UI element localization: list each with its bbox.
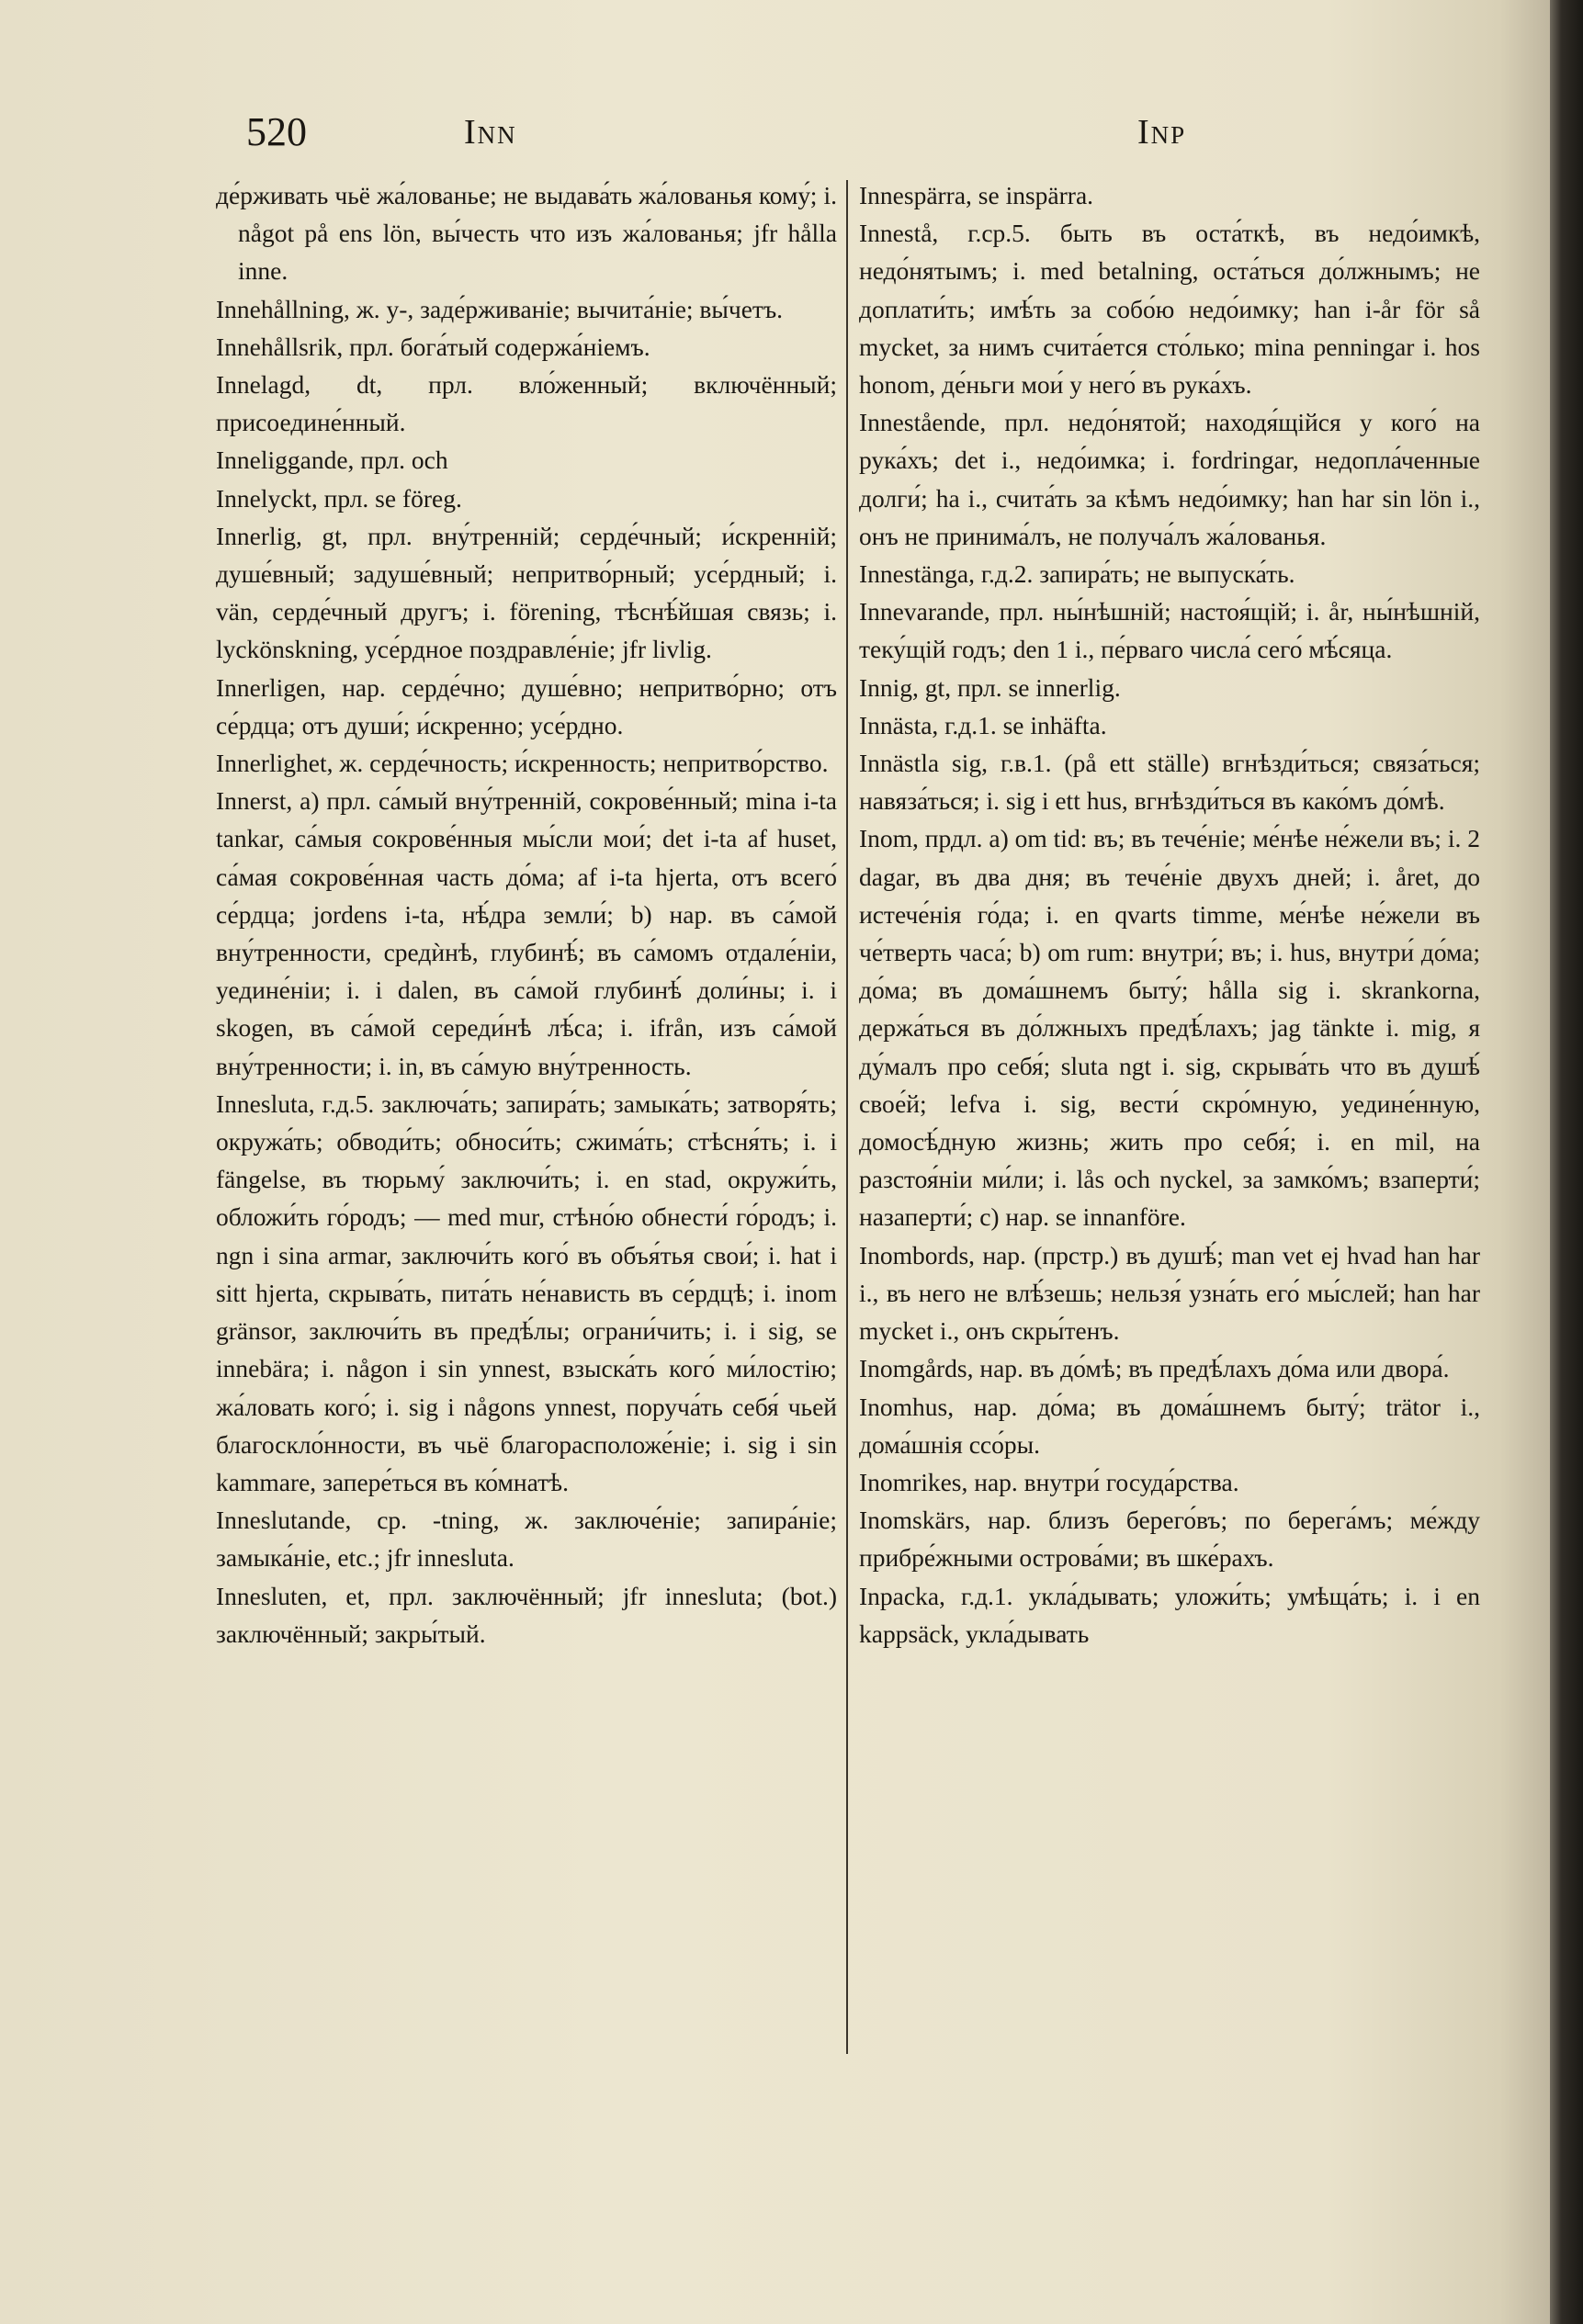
dictionary-entry: Innesluta, г.д.5. заключа́ть; запира́ть; замыка́ть; затворя́ть; окружа́ть; обводи́ть; обноси́ть; сжима́ть; стѣсня́ть; i. i fängelse, въ тюрьму́ заключи́ть; i. en stad, окружи́ть, обложи́ть го́родъ; — med mur, стѣно́ю обнести́ го́родъ; i. ngn i sina armar, заключи́ть кого́ въ объя́тья свои́; i. hat i sitt hjerta, скрыва́ть, пита́ть не́нависть въ се́рдцѣ; i. inom gränsor, заключи́ть въ предѣ́лы; ограни́чить; i. i sig, se innebära; i. någon i sin ynnest, взыска́ть кого́ ми́лостію; жа́ловать кого́; i. sig i någons ynnest, поруча́ть себя́ чьей благоскло́нности, въ чьё благорасположе́ніе; i. sig i sin kammare, запере́ться въ ко́мнатѣ.	[216, 1089, 837, 1496]
dictionary-entry: Innestående, прл. недо́нятой; находя́щійся у кого́ на рука́хъ; det i., недо́имка; i. fordringar, недопла́ченные долги́; ha i., счита́ть за кѣмъ недо́имку; han har sin lön i., онъ не принима́лъ, не получа́лъ жа́лованья.	[859, 408, 1480, 550]
page-header	[0, 108, 1562, 164]
dictionary-entry: Innestå, г.ср.5. быть въ оста́ткѣ, въ недо́имкѣ, недо́нятымъ; i. med betalning, оста́ться до́лжнымъ; не доплати́ть; имѣ́ть за собо́ю недо́имку; han i-år för så mycket, за нимъ счита́ется сто́лько; mina penningar i. hos honom, де́ньги мои́ у него́ въ рука́хъ.	[859, 219, 1480, 400]
dictionary-entry: Innerligen, нар. серде́чно; душе́вно; непритво́рно; отъ се́рдца; отъ души́; и́скренно; усе́рдно.	[216, 672, 837, 739]
dictionary-entry: Inneliggande, прл. och	[216, 446, 448, 475]
dictionary-entry: Inom, прдл. a) om tid: въ; въ тече́ніе; ме́нѣе не́жели въ; i. 2 dagar, въ два дня; въ тече́ніе двухъ дней; i. året, до истече́нія го́да; i. en qvarts timme, ме́нѣе не́жели въ че́тверть часа́; b) om rum: внутри́; въ; i. hus, внутри́ до́ма; до́ма; въ дома́шнемъ быту́; hålla sig i. skrankorna, держа́ться въ до́лжныхъ предѣ́лахъ; jag tänkte i. mig, я ду́малъ про себя́; sluta ngt i. sig, скрыва́ть что въ душѣ́ свое́й; lefva i. sig, вести́ скро́мную, уедине́нную, домосѣ́дную жизнь; жить про себя́; i. en mil, на разстоя́ніи ми́ли; i. lås och nyckel, за замко́мъ; взаперти́; назаперти́; c) нар. se innanföre.	[859, 824, 1480, 1232]
running-head-left: Inn	[464, 113, 517, 152]
column-divider	[846, 180, 848, 2054]
dictionary-entry: де́рживать чьё жа́лованье; не выдава́ть жа́лованья кому́; i. något på ens lön, вы́честь что изъ жа́лованья; jfr hålla inne.	[216, 181, 837, 286]
dictionary-entry: Inomhus, нар. до́ма; въ дома́шнемъ быту́; trätor i., дома́шнія ссо́ры.	[859, 1392, 1480, 1459]
page-number: 520	[246, 109, 307, 154]
book-spine-shadow	[1550, 0, 1583, 2324]
dictionary-entry: Innerlig, gt, прл. вну́тренній; серде́чный; и́скренній; душе́вный; задуше́вный; непритво́рный; усе́рдный; i. vän, серде́чный другъ; i. förening, тѣснѣ́йшая связь; i. lyckönskning, усе́рдное поздравле́ніе; jfr livlig.	[216, 521, 837, 664]
left-column	[216, 176, 837, 1653]
dictionary-entry: Innerst, a) прл. са́мый вну́тренній, сокрове́нный; mina i-ta tankar, са́мыя сокрове́нныя мы́сли мои́; det i-ta af huset, са́мая сокрове́нная часть до́ма; af i-ta hjerta, отъ всего́ се́рдца; jordens i-ta, нѣ́дра земли́; b) нар. въ са́мой вну́тренности, средѝнѣ, глубинѣ́; въ са́момъ отдале́ніи, уедине́ніи; i. i dalen, въ са́мой глубинѣ́ доли́ны; i. i skogen, въ са́мой середи́нѣ лѣ́са; i. ifrån, изъ са́мой вну́тренности; i. in, въ са́мую вну́тренность.	[216, 786, 837, 1080]
dictionary-entry: Innelagd, dt, прл. вло́женный; включённый; присоедине́нный.	[216, 370, 837, 437]
dictionary-entry: Innerlighet, ж. серде́чность; и́скренность; непритво́рство.	[216, 749, 829, 778]
dictionary-entry: Innesluten, et, прл. заключённый; jfr innesluta; (bot.) заключённый; закры́тый.	[216, 1581, 837, 1648]
dictionary-entry: Innehållsrik, прл. бога́тый содержа́ніемъ.	[216, 332, 650, 361]
running-head-right: Inp	[1137, 113, 1187, 152]
dictionary-entry: Inomrikes, нар. внутри́ госуда́рства.	[859, 1467, 1239, 1496]
dictionary-entry: Innestänga, г.д.2. запира́ть; не выпуска́ть.	[859, 559, 1295, 589]
dictionary-entry: Innästla sig, г.в.1. (på ett ställe) вгнѣзди́ться; связа́ться; навяза́ться; i. sig i ett hus, вгнѣзди́ться въ како́мъ до́мѣ.	[859, 749, 1480, 816]
dictionary-entry: Innig, gt, прл. se innerlig.	[859, 672, 1121, 702]
dictionary-entry: Innelyckt, прл. se föreg.	[216, 483, 462, 513]
dictionary-entry: Inomskärs, нар. близъ берего́въ; по берега́мъ; ме́жду прибре́жными острова́ми; въ шке́рахъ.	[859, 1506, 1480, 1573]
dictionary-entry: Inpacka, г.д.1. укла́дывать; уложи́ть; умѣща́ть; i. i en kappsäck, укла́дывать	[859, 1581, 1480, 1648]
dictionary-entry: Innevarande, прл. ны́нѣшній; настоя́щій; i. år, ны́нѣшній, теку́щій годъ; den 1 i., пе́рваго числа́ сего́ мѣ́сяца.	[859, 597, 1480, 664]
dictionary-entry: Innehållning, ж. у-, заде́рживаніе; вычита́ніе; вы́четъ.	[216, 294, 784, 323]
dictionary-entry: Innästa, г.д.1. se inhäfta.	[859, 710, 1107, 739]
dictionary-entry: Innespärra, se inspärra.	[859, 181, 1094, 209]
dictionary-entry: Inombords, нар. (прстр.) въ душѣ́; man vet ej hvad han har i., въ него не влѣ́зешь; нельзя́ узна́ть его́ мы́слей; han har mycket i., онъ скры́тенъ.	[859, 1240, 1480, 1346]
dictionary-entry: Inomgårds, нар. въ до́мѣ; въ предѣ́лахъ до́ма или двора́.	[859, 1354, 1450, 1383]
right-column	[859, 176, 1480, 1653]
dictionary-entry: Inneslutande, ср. -tning, ж. заключе́ніе; запира́ніе; замыка́ніе, etc.; jfr innesluta.	[216, 1506, 837, 1573]
